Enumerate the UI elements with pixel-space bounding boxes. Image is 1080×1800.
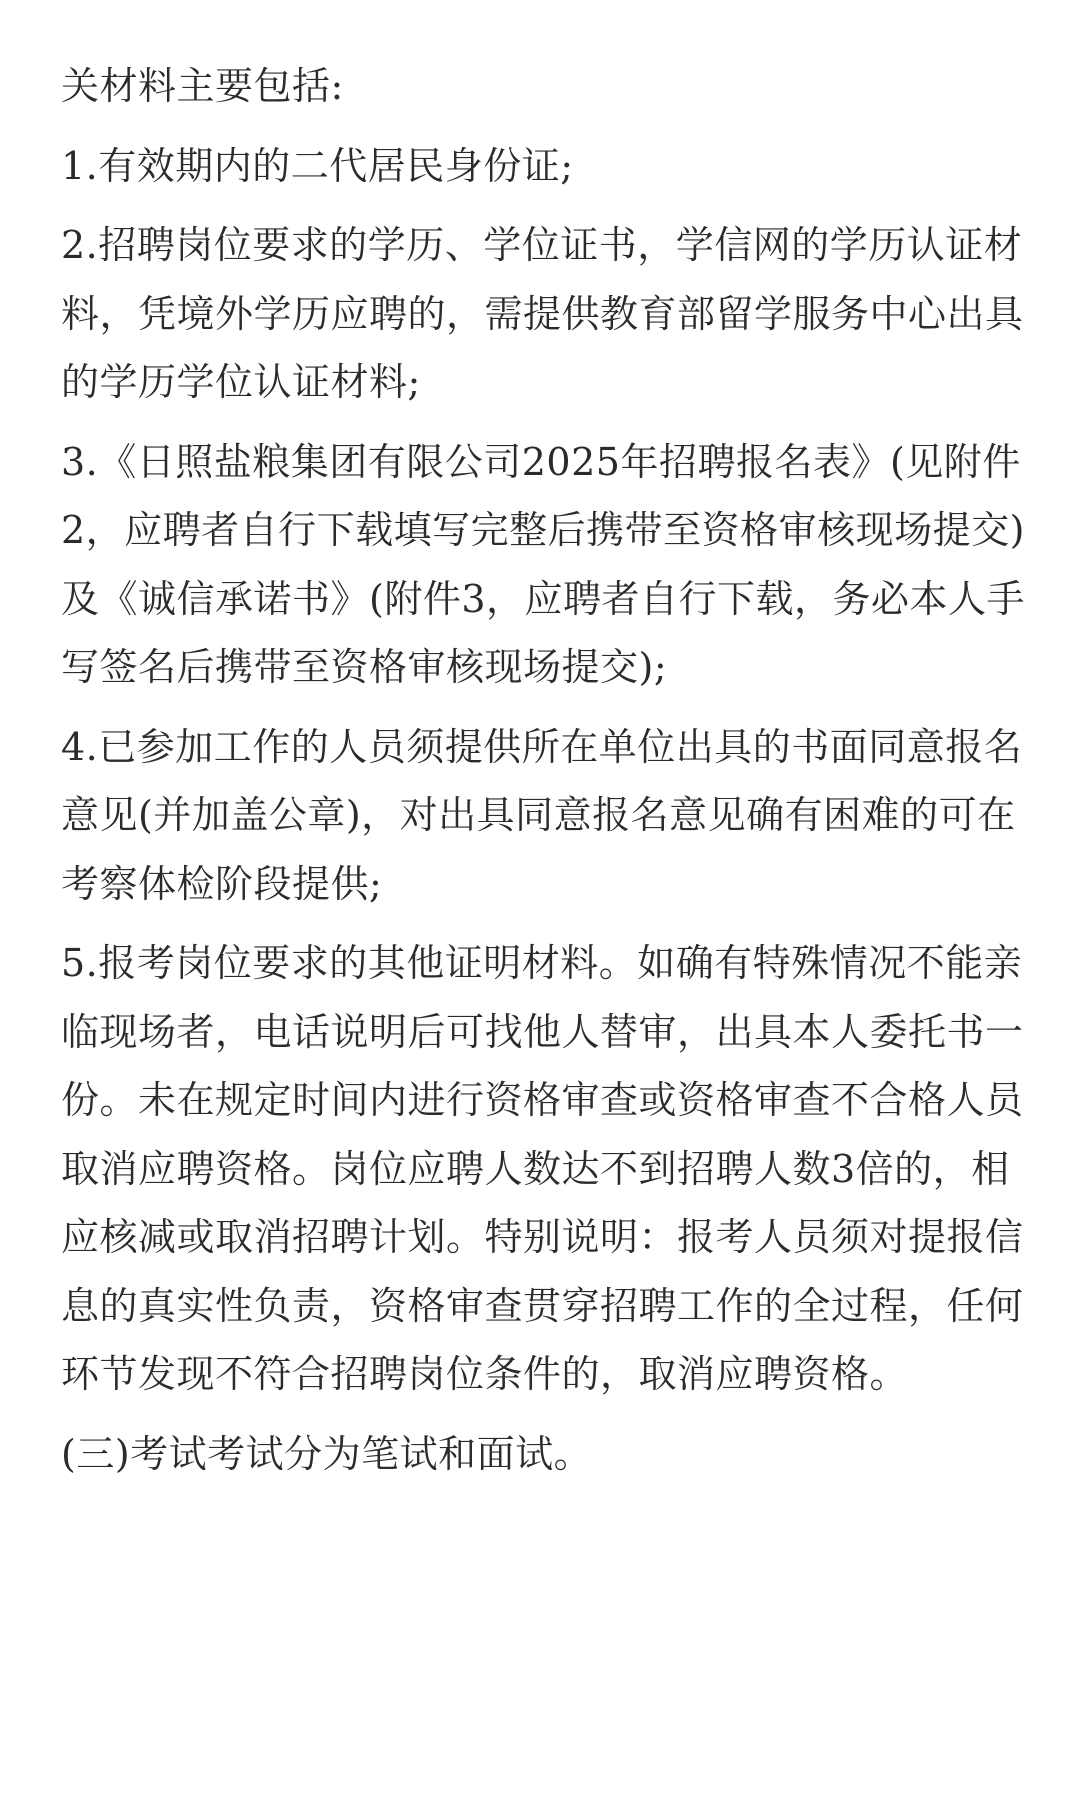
list-item: 5.报考岗位要求的其他证明材料。如确有特殊情况不能亲临现场者，电话说明后可找他人替审，出具本人委托书一份。未在规定时间内进行资格审查或资格审查不合格人员取消应聘资格。岗位应聘人数达不到招聘人数3倍的，相应核减或取消招聘计划。特别说明：报考人员须对提报信息的真实性负责，资格审查贯穿招聘工作的全过程，任何环节发现不符合招聘岗位条件的，取消应聘资格。 xyxy=(61,941,1024,1396)
list-item: 3.《日照盐粮集团有限公司2025年招聘报名表》(见附件2，应聘者自行下载填写完整后携带至资格审核现场提交)及《诚信承诺书》(附件3，应聘者自行下载，务必本人手写签名后携带至资格审核现场提交); xyxy=(61,439,1026,689)
list-item: 1.有效期内的二代居民身份证; xyxy=(61,143,574,188)
materials-intro: 关材料主要包括: xyxy=(61,64,344,108)
article-body xyxy=(61,52,1031,1499)
list-item: 4.已参加工作的人员须提供所在单位出具的书面同意报名意见(并加盖公章)，对出具同意报名意见确有困难的可在考察体检阶段提供; xyxy=(61,724,1023,906)
list-item: 2.招聘岗位要求的学历、学位证书，学信网的学历认证材料，凭境外学历应聘的，需提供教育部留学服务中心出具的学历学位认证材料; xyxy=(61,223,1024,404)
section-heading: (三)考试考试分为笔试和面试。 xyxy=(61,1431,593,1476)
